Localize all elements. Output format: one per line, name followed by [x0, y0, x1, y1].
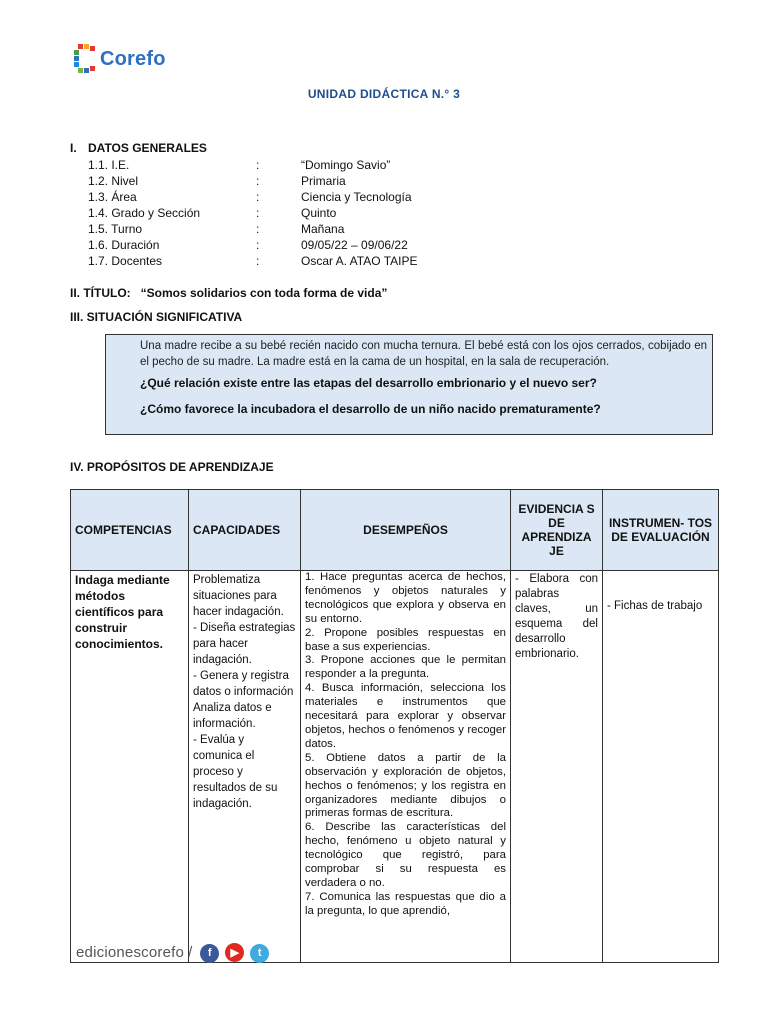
capacidades-cell: [193, 572, 296, 934]
capacidad-item: - Evalúa y comunica el proceso y resultados de su indagación.: [193, 734, 278, 810]
datos-value: Oscar A. ATAO TAIPE: [301, 254, 418, 268]
datos-row: [88, 189, 417, 205]
datos-colon: :: [256, 238, 260, 252]
datos-colon: :: [256, 158, 260, 172]
corefo-logo-icon: [74, 44, 96, 74]
desempeno-item: 2. Propone posibles respuestas en base a sus experiencias.: [305, 626, 506, 653]
section-propositos-heading: IV. PROPÓSITOS DE APRENDIZAJE: [70, 460, 274, 474]
section-titulo: [70, 286, 387, 300]
datos-key: 1.3. Área: [88, 190, 137, 204]
datos-row: [88, 157, 417, 173]
datos-key: 1.5. Turno: [88, 222, 143, 236]
capacidad-item: - Diseña estrategias para hacer indagación.: [193, 622, 296, 666]
datos-colon: :: [256, 174, 260, 188]
situacion-box: [105, 334, 713, 435]
datos-value: Primaria: [301, 174, 346, 188]
section-datos-generales: [70, 141, 207, 155]
evidencia-cell: - Elabora con palabras claves, un esquema del desarrollo embrionario.: [515, 573, 598, 660]
datos-row: [88, 253, 417, 269]
table-row: [71, 571, 719, 963]
instrumento-cell: - Fichas de trabajo: [607, 600, 703, 612]
section-situacion-heading: III. SITUACIÓN SIGNIFICATIVA: [70, 310, 243, 324]
social-icons: [200, 943, 275, 963]
datos-row: [88, 221, 417, 237]
titulo-value: “Somos solidarios con toda forma de vida”: [140, 286, 388, 300]
twitter-icon[interactable]: t: [250, 944, 269, 963]
propositos-table: [70, 489, 719, 963]
datos-generales-table: [88, 157, 417, 269]
datos-key: 1.7. Docentes: [88, 254, 163, 268]
datos-value: Mañana: [301, 222, 345, 236]
datos-colon: :: [256, 190, 260, 204]
datos-colon: :: [256, 206, 260, 220]
desempenos-cell: [305, 571, 506, 933]
desempeno-item: 7. Comunica las respuestas que dio a la pregunta, lo que aprendió,: [305, 890, 506, 917]
desempeno-item: 1. Hace preguntas acerca de hechos, fenómenos y objetos naturales y tecnológicos que explora y observa en su entorno.: [305, 571, 506, 625]
capacidad-item: - Genera y registra datos o información: [193, 670, 294, 698]
datos-key: 1.6. Duración: [88, 238, 160, 252]
desempeno-item: 4. Busca información, selecciona los materiales e instrumentos que necesitará para explorar y observar objetos, hechos o fenómenos y recoger datos.: [305, 682, 506, 750]
datos-value: Ciencia y Tecnología: [301, 190, 412, 204]
youtube-icon[interactable]: ▶: [225, 943, 244, 962]
brand-logo: [74, 44, 166, 74]
header-competencias: COMPETENCIAS: [71, 490, 189, 571]
capacidad-item: Analiza datos e información.: [193, 702, 272, 730]
situacion-question-2: ¿Cómo favorece la incubadora el desarrollo de un niño nacido prematuramente?: [140, 402, 601, 416]
datos-row: [88, 173, 417, 189]
desempeno-item: 5. Obtiene datos a partir de la observación y exploración de objetos, hechos o fenómenos; y los registra en organizadores mediante dibujos o primeras formas de escritura.: [305, 751, 506, 820]
situacion-question-1: ¿Qué relación existe entre las etapas del desarrollo embrionario y el nuevo ser?: [140, 376, 597, 390]
section-number: I.: [70, 141, 77, 155]
datos-key: 1.4. Grado y Sección: [88, 206, 201, 220]
datos-row: [88, 205, 417, 221]
datos-row: [88, 237, 417, 253]
table-header-row: [71, 490, 719, 571]
datos-key: 1.1. I.E.: [88, 158, 130, 172]
datos-key: 1.2. Nivel: [88, 174, 139, 188]
datos-colon: :: [256, 222, 260, 236]
header-evidencias: EVIDENCIA S DE APRENDIZA JE: [511, 490, 603, 571]
section-heading: DATOS GENERALES: [88, 141, 207, 155]
datos-value: 09/05/22 – 09/06/22: [301, 238, 408, 252]
desempeno-item: 3. Propone acciones que le permitan responder a la pregunta.: [305, 654, 506, 681]
datos-colon: :: [256, 254, 260, 268]
footer: [76, 943, 275, 963]
desempeno-item: 6. Describe las características del hecho, fenómeno u objeto natural y tecnológico que registró, para comprobar si su respuesta es verdadera o no.: [305, 821, 506, 889]
footer-separator: /: [188, 944, 193, 962]
titulo-label: II. TÍTULO:: [70, 286, 131, 300]
situacion-text: Una madre recibe a su bebé recién nacido con mucha ternura. El bebé está con los ojos cerrados, cobijado en el pecho de su madre. La madre está en la cama de un hospital, en la sala de recuperación.: [140, 340, 707, 368]
header-desempenos: DESEMPEÑOS: [301, 490, 511, 571]
brand-name: Corefo: [100, 47, 166, 70]
document-title: UNIDAD DIDÁCTICA N.° 3: [307, 87, 461, 101]
header-capacidades: CAPACIDADES: [189, 490, 301, 571]
header-instrumentos: INSTRUMEN- TOS DE EVALUACIÓN: [603, 490, 719, 571]
capacidad-item: Problematiza situaciones para hacer indagación.: [193, 574, 284, 618]
datos-value: Quinto: [301, 206, 337, 220]
competencia-cell: Indaga mediante métodos científicos para construir conocimientos.: [75, 573, 170, 651]
datos-value: “Domingo Savio”: [301, 158, 391, 172]
facebook-icon[interactable]: f: [200, 944, 219, 963]
footer-brand-text: edicionescorefo: [76, 944, 185, 962]
